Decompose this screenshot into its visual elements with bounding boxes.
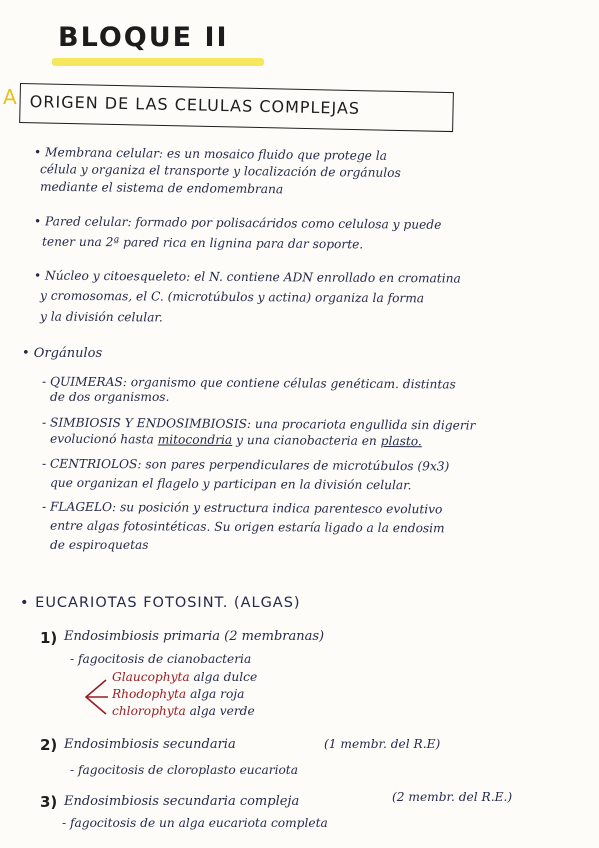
primaria-title: Endosimbiosis primaria (2 membranas) <box>64 629 325 644</box>
alga-2 <box>112 687 244 701</box>
centriolos-line-2: que organizan el flagelo y participan en la división celular. <box>49 475 412 493</box>
flagelo-line-2: entre algas fotosintéticas. Su origen estaría ligado a la endosim <box>49 518 445 536</box>
nucleo-line-2: y cromosomas, el C. (microtúbulos y actina) organiza la forma <box>39 288 425 306</box>
secundaria-sub: - fagocitosis de cloroplasto eucariota <box>70 763 298 777</box>
simbiosis-line-2 <box>50 432 422 449</box>
secundaria-title: Endosimbiosis secundaria <box>64 737 236 752</box>
membrana-line-2: célula y organiza el transporte y localización de orgánulos <box>39 162 401 180</box>
membrana-line-1: • Membrana celular: es un mosaico fluido que protege la <box>33 145 388 163</box>
alga-1 <box>112 670 257 684</box>
primaria-number: 1) <box>40 629 58 647</box>
section-letter: A <box>3 85 17 109</box>
plasto-term: plasto. <box>380 434 422 449</box>
alga-1-name: Glaucophyta <box>112 670 190 684</box>
compleja-title: Endosimbiosis secundaria compleja <box>64 794 300 809</box>
flagelo-line-1: - FLAGELO: su posición y estructura indica parentesco evolutivo <box>41 499 443 517</box>
alga-2-desc: alga roja <box>190 687 245 701</box>
algae-bracket-arrow <box>80 677 110 717</box>
centriolos-line-1: - CENTRIOLOS: son pares perpendiculares de microtúbulos (9x3) <box>41 456 450 474</box>
alga-3-name: chlorophyta <box>112 704 186 718</box>
alga-3 <box>112 704 255 718</box>
secundaria-note: (1 membr. del R.E) <box>324 737 441 751</box>
title-highlight <box>52 58 264 66</box>
compleja-number: 3) <box>40 793 58 811</box>
page-title: BLOQUE II <box>58 22 229 53</box>
nucleo-line-1: • Núcleo y citoesqueleto: el N. contiene ADN enrollado en cromatina <box>33 268 461 286</box>
quimeras-line-1: - QUIMERAS: organismo que contiene células genéticam. distintas <box>41 374 456 392</box>
alga-2-name: Rhodophyta <box>112 687 187 701</box>
secundaria-number: 2) <box>40 736 58 754</box>
mitocondria-term: mitocondria <box>157 432 233 447</box>
simbiosis-line-2-prefix: evolucionó hasta <box>49 431 154 447</box>
compleja-sub: - fagocitosis de un alga eucariota completa <box>62 816 328 830</box>
compleja-note: (2 membr. del R.E.) <box>392 790 513 804</box>
membrana-line-3: mediante el sistema de endomembrana <box>39 179 284 197</box>
eucariotas-heading: • EUCARIOTAS FOTOSINT. (ALGAS) <box>20 595 301 611</box>
primaria-sub: - fagocitosis de cianobacteria <box>70 652 252 666</box>
alga-1-desc: alga dulce <box>193 670 258 684</box>
nucleo-line-3: y la división celular. <box>39 309 163 325</box>
organulos-heading: • Orgánulos <box>22 346 103 361</box>
section-title: ORIGEN DE LAS CELULAS COMPLEJAS <box>29 92 361 118</box>
simbiosis-line-2-mid: y una cianobacteria en <box>236 433 377 448</box>
quimeras-line-2: de dos organismos. <box>50 390 170 404</box>
pared-line-1: • Pared celular: formado por polisacáridos como celulosa y puede <box>33 214 442 232</box>
flagelo-line-3: de espiroquetas <box>50 538 149 552</box>
simbiosis-line-1: - SIMBIOSIS Y ENDOSIMBIOSIS: una procariota engullida sin digerir <box>41 415 476 433</box>
alga-3-desc: alga verde <box>189 704 255 718</box>
pared-line-2: tener una 2ª pared rica en lignina para dar soporte. <box>41 234 364 252</box>
